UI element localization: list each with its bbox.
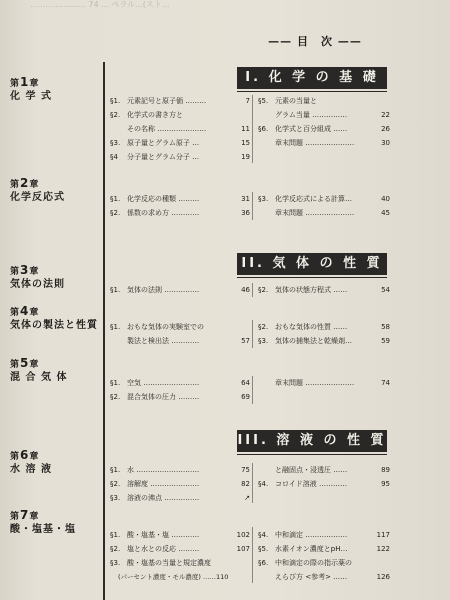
chapter-title: 気体の製法と性質 [10, 320, 98, 331]
toc-entry[interactable]: §2. 混合気体の圧力 ……… 69 [110, 393, 250, 401]
chapter-6 [10, 450, 100, 477]
toc-entry[interactable]: §3. 溶液の沸点 …………… ↗ [110, 494, 250, 502]
column-divider [252, 376, 253, 404]
page-number: 15 [241, 139, 250, 147]
page-number: 19 [241, 153, 250, 161]
page-number: 26 [381, 125, 390, 133]
chapter-number: 第5章 [10, 356, 39, 370]
chapter-title: 化 学 式 [10, 91, 52, 102]
page-number: 74 [381, 379, 390, 387]
chapter-number: 第1章 [10, 75, 39, 89]
toc-entry[interactable]: §2. 化学式の書き方と [110, 111, 183, 119]
page-number: 59 [381, 337, 390, 345]
column-divider [252, 192, 253, 220]
column-divider [252, 95, 253, 163]
toc-entry[interactable]: 章末問題 ………………… 74 [275, 379, 390, 387]
page-number: 126 [376, 573, 390, 581]
page-number: 54 [381, 286, 390, 294]
toc-entry[interactable]: 製法と検出法 ………… 57 [127, 337, 250, 345]
chapter-title: 化学反応式 [10, 192, 65, 203]
toc-entry[interactable]: 章末問題 ………………… 45 [275, 209, 390, 217]
toc-entry[interactable]: §1. 元素記号と原子価 ……… 7 [110, 97, 250, 105]
chapter-number: 第3章 [10, 263, 39, 277]
toc-entry[interactable]: §5. 元素の当量と [258, 97, 317, 105]
page-number: 40 [381, 195, 390, 203]
toc-entry[interactable]: §1. おもな気体の実験室での [110, 323, 204, 331]
toc-entry[interactable]: §6. 中和滴定の際の指示薬の [258, 559, 352, 567]
page-number: 95 [381, 480, 390, 488]
bleed-through-text: ...................... 74 ... ペラル...(スト... [30, 0, 170, 9]
toc-entry[interactable]: その名称 ………………… 11 [127, 125, 250, 133]
page-number: 122 [376, 545, 390, 553]
toc-entry[interactable]: えらび方 <参考> …… 126 [275, 573, 390, 581]
toc-entry[interactable]: §6. 化学式と百分組成 …… 26 [258, 125, 390, 133]
page-number: 64 [241, 379, 250, 387]
column-divider [252, 463, 253, 503]
page-number: 57 [241, 337, 250, 345]
chapter-number: 第4章 [10, 304, 39, 318]
toc-entry[interactable]: §4. コロイド溶液 ………… 95 [258, 480, 390, 488]
page-number: 31 [241, 195, 250, 203]
toc-entry[interactable]: 章末問題 ………………… 30 [275, 139, 390, 147]
page-number: 11 [241, 125, 250, 133]
toc-entry[interactable]: グラム当量 …………… 22 [275, 111, 390, 119]
toc-entry[interactable]: §1. 化学反応の種類 ……… 31 [110, 195, 250, 203]
column-divider [252, 320, 253, 348]
toc-entry[interactable]: §2. 気体の状態方程式 …… 54 [258, 286, 390, 294]
chapter-number: 第6章 [10, 448, 39, 462]
page-number: 82 [241, 480, 250, 488]
toc-entry[interactable]: と融固点・浸透圧 …… 89 [275, 466, 390, 474]
chapter-4 [10, 306, 100, 333]
chapter-3 [10, 265, 100, 292]
page-number: 30 [381, 139, 390, 147]
page-number: 45 [381, 209, 390, 217]
chapter-number: 第7章 [10, 508, 39, 522]
page-number: 22 [381, 111, 390, 119]
chapter-title: 混 合 気 体 [10, 372, 68, 383]
toc-entry[interactable]: §1. 水 ……………………… 75 [110, 466, 250, 474]
toc-entry[interactable]: §2. 溶解度 ………………… 82 [110, 480, 250, 488]
page-number: 89 [381, 466, 390, 474]
toc-entry-note[interactable]: (パーセント濃度・モル濃度) ……110 [118, 573, 229, 581]
toc-entry[interactable]: §3. 化学反応式による計算… 40 [258, 195, 390, 203]
toc-entry[interactable]: §3. 原子量とグラム原子 … 15 [110, 139, 250, 147]
section-header-3: III. 溶 液 の 性 質 [237, 430, 387, 452]
page-number: 69 [241, 393, 250, 401]
page-title: —— 目 次 —— [268, 35, 362, 48]
toc-entry[interactable]: §2. おもな気体の性質 …… 58 [258, 323, 390, 331]
column-divider [252, 283, 253, 297]
section-header-2: II. 気 体 の 性 質 [237, 253, 387, 275]
page-number: 117 [376, 531, 390, 539]
chapter-number: 第2章 [10, 176, 39, 190]
chapter-title: 水 溶 液 [10, 464, 52, 475]
page-number: 46 [241, 286, 250, 294]
chapter-7 [10, 510, 100, 537]
chapter-5 [10, 358, 100, 385]
chapter-2 [10, 178, 100, 205]
page-number: 75 [241, 466, 250, 474]
toc-entry[interactable]: §2. 係数の求め方 ………… 36 [110, 209, 250, 217]
toc-entry[interactable]: §2. 塩と水との反応 ……… 107 [110, 545, 250, 553]
chapter-1 [10, 77, 100, 104]
toc-entry[interactable]: §1. 気体の法則 …………… 46 [110, 286, 250, 294]
toc-entry[interactable]: §1. 空気 …………………… 64 [110, 379, 250, 387]
toc-entry[interactable]: §3. 酸・塩基の当量と規定濃度 [110, 559, 211, 567]
toc-entry[interactable]: §3. 気体の捕集法と乾燥剤… 59 [258, 337, 390, 345]
page-number: 36 [241, 209, 250, 217]
page-number: 7 [245, 97, 250, 105]
chapter-title: 気体の法則 [10, 279, 65, 290]
section-header-1: I. 化 学 の 基 礎 [237, 67, 387, 89]
page-number: 107 [236, 545, 250, 553]
toc-entry[interactable]: §5. 水素イオン濃度とpH… 122 [258, 545, 390, 553]
page-number: 58 [381, 323, 390, 331]
page-number: ↗ [244, 494, 250, 502]
chapter-title: 酸・塩基・塩 [10, 524, 76, 535]
page-number: 102 [236, 531, 250, 539]
toc-entry[interactable]: §4 分子量とグラム分子 … 19 [110, 153, 250, 161]
chapter-divider-line [103, 62, 105, 600]
toc-entry[interactable]: §1. 酸・塩基・塩 ………… 102 [110, 531, 250, 539]
column-divider [252, 527, 253, 583]
toc-entry[interactable]: §4. 中和滴定 ……………… 117 [258, 531, 390, 539]
